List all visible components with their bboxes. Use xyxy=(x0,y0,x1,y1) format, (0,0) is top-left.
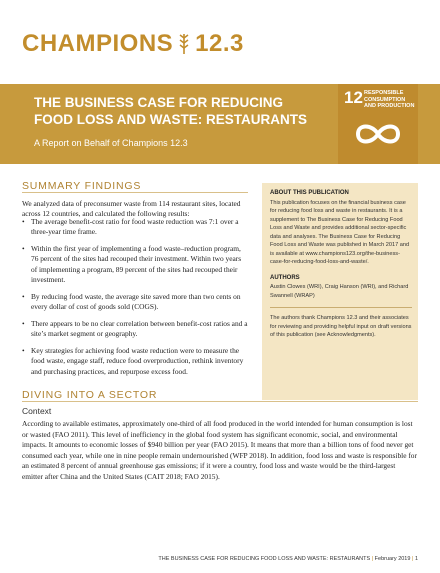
acknowledgment-text: The authors thank Champions 12.3 and their associates for reviewing and providing helpful input on draft versions of this publication (see Acknowledgments). xyxy=(270,315,412,338)
findings-list xyxy=(22,217,248,383)
authors-heading: AUTHORS xyxy=(270,274,300,281)
about-heading: ABOUT THIS PUBLICATION xyxy=(270,190,349,196)
sdg-label: RESPONSIBLE CONSUMPTION AND PRODUCTION xyxy=(364,90,415,109)
about-sidebar xyxy=(262,183,418,400)
sdg-12-badge xyxy=(338,84,418,164)
footer-title: THE BUSINESS CASE FOR REDUCING FOOD LOSS AND WASTE: RESTAURANTS xyxy=(158,556,371,562)
context-paragraph: According to available estimates, approximately one-third of all food produced in the world intended for human consumption is lost or wasted (FAO 2011). This level of inefficiency in the global food system has significant economic, social, and environmental impacts. It amounts to economic losses of $940 billion per year (FAO 2015). It means that more than a billion tons of food never get consumed each year, while one in nine people remain undernourished (WFP 2018). In addition, food loss and waste is responsible for an estimated 8 percent of annual greenhouse gas emissions; if it were a country, food loss and waste would be the third-largest emitter after China and the United States (CAIT 2018; FAO 2015). xyxy=(22,419,417,481)
list-item: • Key strategies for achieving food waste reduction were to measure the food waste, engage staff, reduce food overproduction, rethink inventory and purchasing practices, and repurpose excess food. xyxy=(22,346,248,377)
summary-intro: We analyzed data of preconsumer waste from 114 restaurant sites, located across 12 countries, and calculated the following results: xyxy=(22,199,241,219)
footer-separator: | xyxy=(411,556,415,562)
summary-heading: SUMMARY FINDINGS xyxy=(22,180,142,192)
page-number: 1 xyxy=(414,556,418,562)
wheat-icon xyxy=(177,32,191,56)
footer-date: February 2019 xyxy=(374,556,411,562)
about-text: This publication focuses on the financial business case for reducing food loss and waste in restaurants. It is a supplement to The Business Case for Reducing Food Loss and Waste and provides additional sector-specific data and analyses. The Business Case for Reducing Food Loss and Waste was published in March 2017 and is available at www.champions123.org/the-business-case-for-reducing-food-loss-and-waste/. xyxy=(270,199,410,265)
report-subtitle: A Report on Behalf of Champions 12.3 xyxy=(34,138,188,148)
sidebar-divider xyxy=(270,307,412,308)
list-item: • Within the first year of implementing a food waste–reduction program, 76 percent of the sites had recouped their investment. Within two years of implementing a program, 89 percent of the sites had recouped their investment. xyxy=(22,244,248,285)
list-item: • The average benefit-cost ratio for food waste reduction was 7:1 over a three-year time frame. xyxy=(22,217,248,238)
context-subheading: Context xyxy=(22,406,52,416)
list-item: • There appears to be no clear correlation between benefit-cost ratios and a site’s market segment or geography. xyxy=(22,319,248,340)
sdg-number: 12 xyxy=(344,88,363,107)
sector-heading: DIVING INTO A SECTOR xyxy=(22,389,158,401)
heading-divider xyxy=(22,401,418,402)
logo-number: 12.3 xyxy=(195,30,244,57)
footer-separator: | xyxy=(371,556,375,562)
list-item: • By reducing food waste, the average site saved more than two cents on every dollar of cost of goods sold (COGS). xyxy=(22,292,248,313)
infinity-icon xyxy=(353,120,403,148)
logo-text: CHAMPIONS xyxy=(22,30,174,57)
champions-logo xyxy=(22,30,244,58)
heading-divider xyxy=(22,192,248,193)
page-footer xyxy=(158,556,418,562)
authors-text: Austin Clowes (WRI), Craig Hanson (WRI), and Richard Swannell (WRAP) xyxy=(270,284,409,299)
report-title: THE BUSINESS CASE FOR REDUCING FOOD LOSS AND WASTE: RESTAURANTS xyxy=(34,95,307,127)
